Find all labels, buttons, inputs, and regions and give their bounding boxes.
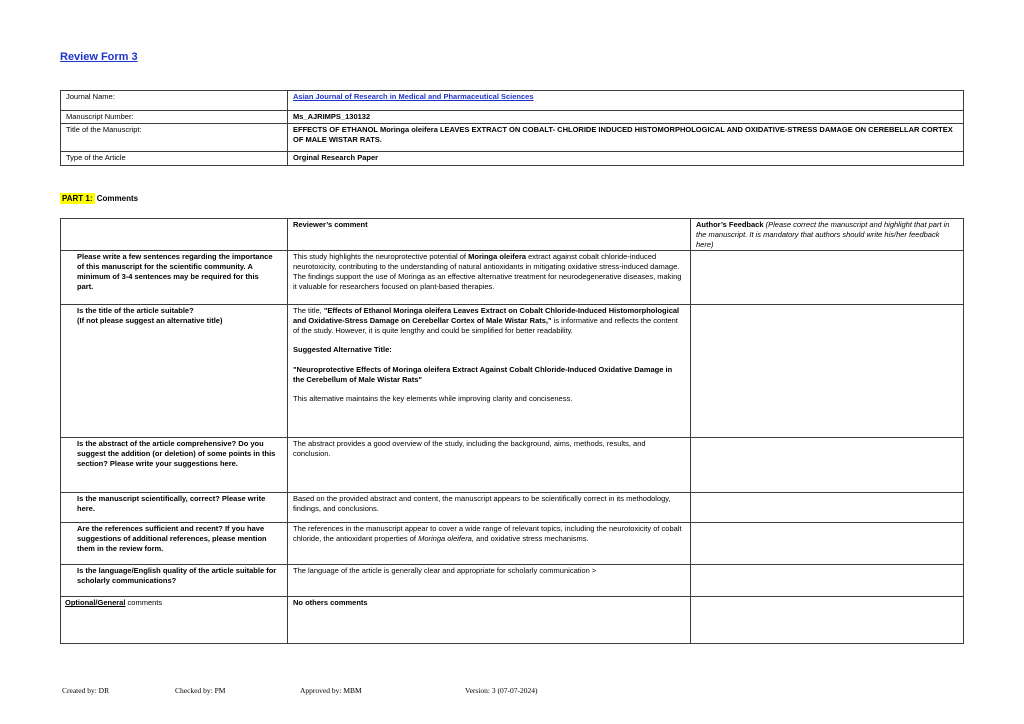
question-cell: Is the abstract of the article comprehensive? Do you suggest the addition (or deletion) of some points in this section? Please write your suggestions here.: [61, 438, 288, 493]
page-title[interactable]: Review Form 3: [60, 51, 138, 63]
comments-table: [60, 218, 964, 644]
reviewer-comment-cell: The abstract provides a good overview of the study, including the background, aims, methods, results, and conclusion.: [288, 438, 691, 493]
table-row-optional-comments: [61, 597, 964, 644]
table-row-references: [61, 523, 964, 565]
reviewer-comment-cell: Based on the provided abstract and content, the manuscript appears to be scientifically correct in its methodology, findings, and conclusions.: [288, 493, 691, 523]
table-row-title-suitable: [61, 305, 964, 438]
author-feedback-cell[interactable]: [691, 565, 964, 597]
article-type-label: Type of the Article: [61, 152, 288, 166]
table-row-abstract: [61, 438, 964, 493]
footer-approved-by: Approved by: MBM: [300, 686, 362, 695]
header-empty-cell: [61, 219, 288, 251]
manuscript-title-label: Title of the Manuscript:: [61, 124, 288, 152]
reviewer-comment-cell: The references in the manuscript appear to cover a wide range of relevant topics, including the neurotoxicity of cobalt chloride, the antioxidant properties of Moringa oleifera, and oxidative stress mechanisms.: [288, 523, 691, 565]
journal-name-link[interactable]: Asian Journal of Research in Medical and Pharmaceutical Sciences: [293, 92, 534, 101]
reviewer-comment-cell: The language of the article is generally clear and appropriate for scholarly communication >: [288, 565, 691, 597]
reviewer-comment-cell: No others comments: [288, 597, 691, 644]
manuscript-number-label: Manuscript Number:: [61, 111, 288, 124]
author-feedback-header: [691, 219, 964, 251]
question-cell: Are the references sufficient and recent? If you have suggestions of additional references, please mention them in the review form.: [61, 523, 288, 565]
footer-checked-by: Checked by: PM: [175, 686, 226, 695]
reviewer-comment-cell: This study highlights the neuroprotective potential of Moringa oleifera extract against cobalt chloride-induced neurotoxicity, contributing to the understanding of natural antioxidants in mitigating oxidative stress-induced damage. The findings support the use of Moringa as an effective alternative treatment for neurodegenerative diseases, making it valuable for researchers focused on plant-based therapies.: [288, 251, 691, 305]
info-row-article-type: [61, 152, 964, 166]
info-row-manuscript-number: [61, 111, 964, 124]
manuscript-info-table: [60, 90, 964, 166]
part1-label: PART 1:: [62, 194, 93, 203]
manuscript-number-value: Ms_AJRIMPS_130132: [288, 111, 964, 124]
article-type-value: Orginal Research Paper: [288, 152, 964, 166]
author-feedback-cell[interactable]: [691, 438, 964, 493]
journal-name-label: Journal Name:: [61, 91, 288, 111]
question-cell: Is the manuscript scientifically, correct? Please write here.: [61, 493, 288, 523]
question-cell: Optional/General comments: [61, 597, 288, 644]
question-cell: Please write a few sentences regarding the importance of this manuscript for the scientific community. A minimum of 3-4 sentences may be required for this part.: [61, 251, 288, 305]
author-feedback-cell[interactable]: [691, 493, 964, 523]
reviewer-comment-header: Reviewer’s comment: [288, 219, 691, 251]
part1-title: Comments: [96, 194, 139, 203]
part1-heading: [60, 194, 138, 203]
author-feedback-cell[interactable]: [691, 523, 964, 565]
question-cell: Is the title of the article suitable? (If not please suggest an alternative title): [61, 305, 288, 438]
table-row-scientific-correct: [61, 493, 964, 523]
info-row-title: [61, 124, 964, 152]
table-row-language: [61, 565, 964, 597]
author-feedback-cell[interactable]: [691, 305, 964, 438]
reviewer-comment-cell: The title, "Effects of Ethanol Moringa oleifera Leaves Extract on Cobalt Chloride-Induced Histomorphological and Oxidative-Stress Damage on Cerebellar Cortex of Male Wistar Rats," is informative and reflects the content of the study. However, it is quite lengthy and could be simplified for better readability. Suggested Alternative Title: "Neuroprotective Effects of Moringa oleifera Extract Against Cobalt Chloride-Induced Oxidative Damage in the Cerebellum of Male Wistar Rats" This alternative maintains the key elements while improving clarity and conciseness.: [288, 305, 691, 438]
comments-header-row: [61, 219, 964, 251]
info-row-journal: [61, 91, 964, 111]
footer-version: Version: 3 (07-07-2024): [465, 686, 538, 695]
question-cell: Is the language/English quality of the article suitable for scholarly communications?: [61, 565, 288, 597]
author-feedback-cell[interactable]: [691, 597, 964, 644]
author-feedback-note: (Please correct the manuscript and highlight that part in the manuscript. It is mandatory that authors should write his/her feedback here): [696, 220, 950, 249]
table-row-importance: [61, 251, 964, 305]
author-feedback-title: Author’s Feedback: [696, 220, 766, 229]
manuscript-title-value: EFFECTS OF ETHANOL Moringa oleifera LEAVES EXTRACT ON COBALT- CHLORIDE INDUCED HISTOMORPHOLOGICAL AND OXIDATIVE-STRESS DAMAGE ON CEREBELLAR CORTEX OF MALE WISTAR RATS.: [288, 124, 964, 152]
author-feedback-cell[interactable]: [691, 251, 964, 305]
footer-created-by: Created by: DR: [62, 686, 110, 695]
